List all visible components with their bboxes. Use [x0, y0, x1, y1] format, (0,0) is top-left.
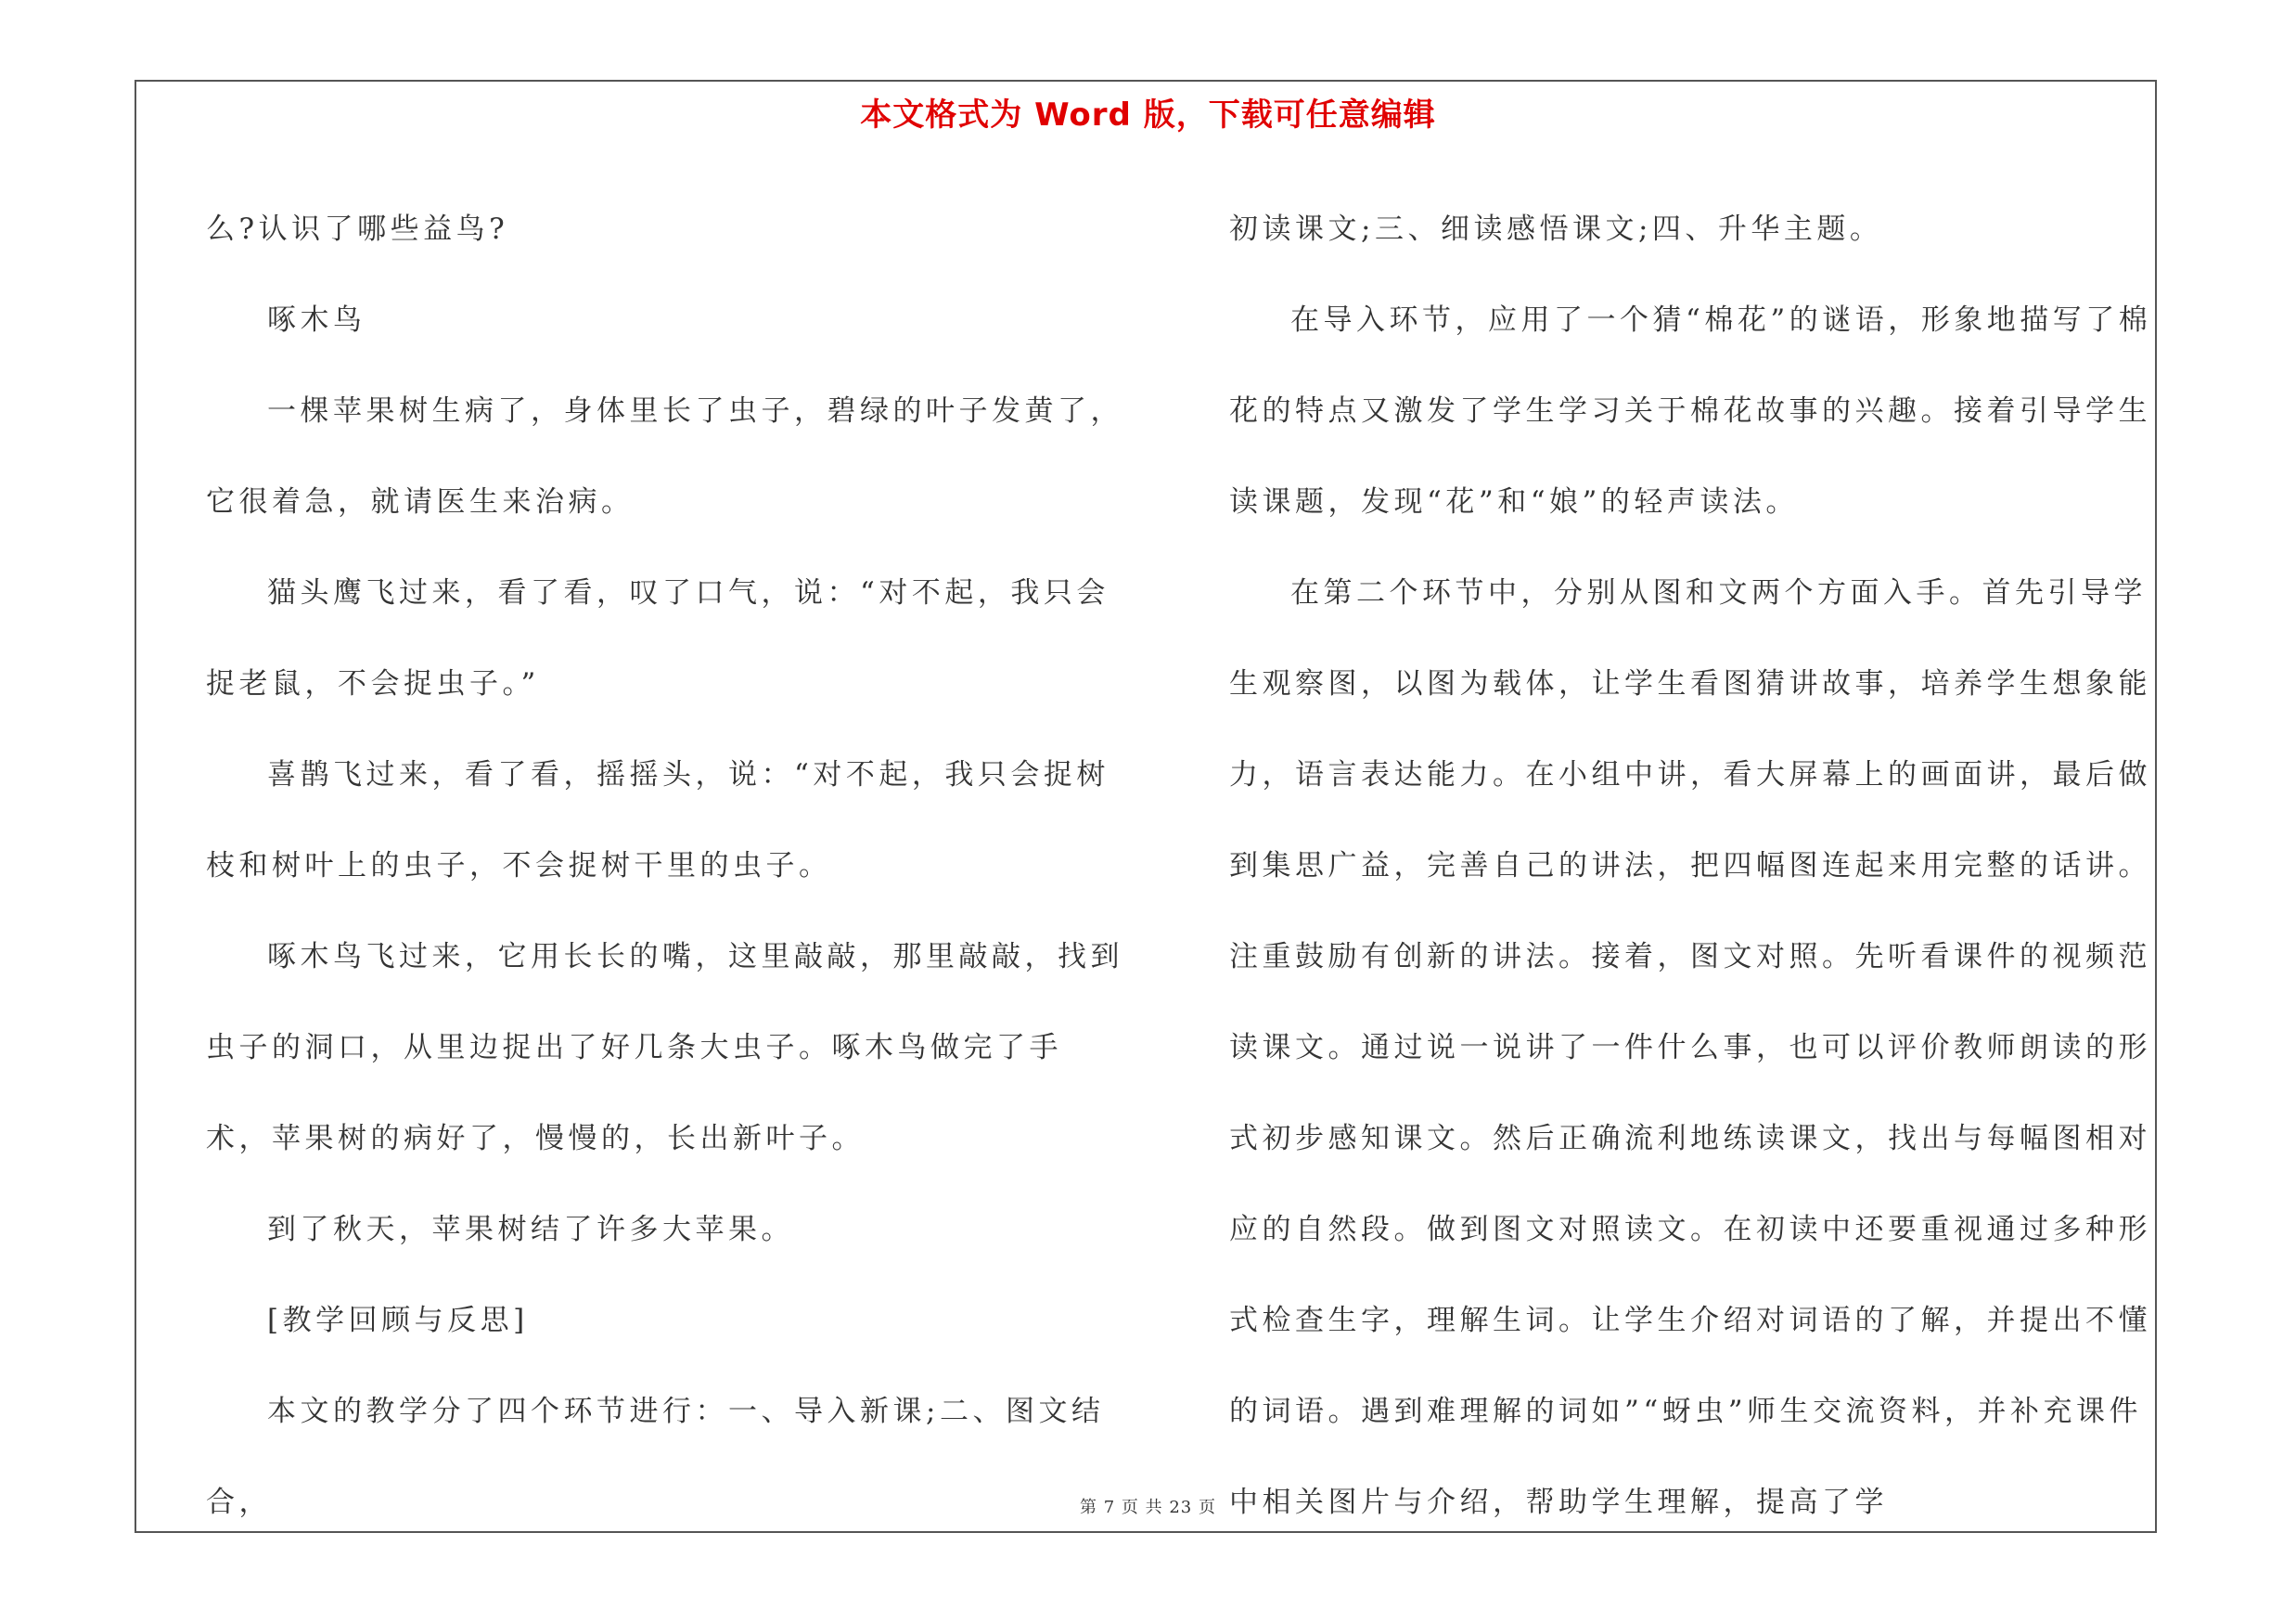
paragraph: 喜鹊飞过来，看了看，摇摇头，说：“对不起，我只会捉树枝和树叶上的虫子，不会捉树干里的虫子。 [206, 758, 1110, 882]
paragraph: 一棵苹果树生病了，身体里长了虫子，碧绿的叶子发黄了，它很着急，就请医生来治病。 [206, 394, 1123, 519]
paragraph: 在第二个环节中，分别从图和文两个方面入手。首先引导学生观察图，以图为载体，让学生看图猜讲故事，培养学生想象能力，语言表达能力。在小组中讲，看大屏幕上的画面讲，最后做到集思广益，完善自己的讲法，把四幅图连起来用完整的话讲。注重鼓励有创新的讲法。接着，图文对照。先听看课件的视频范读课文。通过说一说讲了一件什么事，也可以评价教师朗读的形式初步感知课文。然后正确流利地练读课文，找出与每幅图相对应的自然段。做到图文对照读文。在初读中还要重视通过多种形式检查生字，理解生词。让学生介绍对词语的了解，并提出不懂的词语。遇到难理解的词如”“蚜虫”师生交流资料，并补充课件中相关图片与介绍，帮助学生理解，提高了学 [1229, 576, 2151, 1519]
paragraph: 啄木鸟飞过来，它用长长的嘴，这里敲敲，那里敲敲，找到虫子的洞口，从里边捉出了好几条大虫子。啄木鸟做完了手术，苹果树的病好了，慢慢的，长出新叶子。 [206, 940, 1123, 1155]
paragraph: 在导入环节，应用了一个猜“棉花”的谜语，形象地描写了棉花的特点又激发了学生学习关于棉花故事的兴趣。接着引导学生读课题，发现“花”和“娘”的轻声读法。 [1229, 303, 2152, 519]
paragraph: 到了秋天，苹果树结了许多大苹果。 [267, 1213, 794, 1246]
paragraph: 么?认识了哪些益鸟? [206, 213, 509, 246]
paragraph: 啄木鸟 [267, 303, 366, 337]
paragraph: 本文的教学分了四个环节进行：一、导入新课;二、图文结合， [206, 1395, 1105, 1519]
page-number: 第 7 页 共 23 页 [1080, 1498, 1216, 1517]
left-column [206, 184, 1124, 1548]
header-banner: 本文格式为 Word 版，下载可任意编辑 [860, 97, 1436, 134]
paragraph: [教学回顾与反思] [267, 1304, 529, 1337]
right-column [1229, 184, 2166, 1548]
paragraph: 猫头鹰飞过来，看了看，叹了口气，说：“对不起，我只会捉老鼠，不会捉虫子。” [206, 576, 1110, 701]
paragraph: 初读课文;三、细读感悟课文;四、升华主题。 [1229, 213, 1883, 246]
